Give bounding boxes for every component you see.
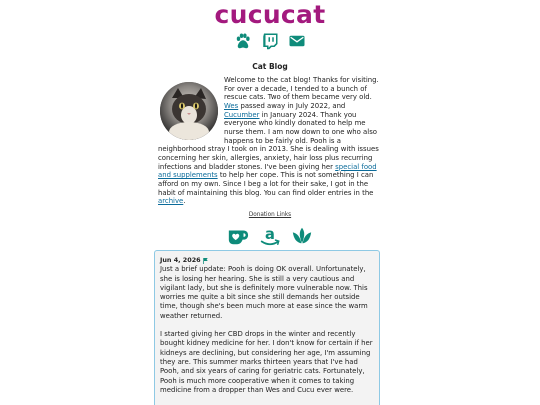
svg-text:a: a <box>265 225 275 243</box>
wes-link[interactable]: Wes <box>224 101 239 110</box>
paw-icon[interactable] <box>234 32 252 50</box>
donation-links-label[interactable]: Donation Links <box>248 212 292 218</box>
cat-avatar <box>160 82 218 140</box>
intro-text <box>158 76 382 206</box>
post-date-row <box>160 256 374 265</box>
donation-links <box>0 225 540 247</box>
intro-text-2: passed away in July 2022, and <box>238 101 346 110</box>
special-food-link[interactable]: special food and supplements <box>158 162 377 180</box>
post-date: Jun 4, 2026 <box>160 256 201 264</box>
cucumber-link[interactable]: Cucumber <box>224 110 260 119</box>
kofi-cup-icon[interactable] <box>227 225 249 247</box>
crown-leaf-icon[interactable] <box>291 225 313 247</box>
site-title-link[interactable]: cucucat <box>214 0 326 29</box>
archive-link[interactable]: archive <box>158 197 184 206</box>
twitch-icon[interactable] <box>261 32 279 50</box>
intro-text-3: in January 2024. Thank you everyone who kindly donated to help me nurse them. I am now down to one who also happens to be fairly old. Pooh is a neighborhood stray I took on in 2013. She is dealing with issues concerning her skin, allergies, anxiety, hair loss plus recurring infections and bladder stones. I've been giving her <box>158 110 379 171</box>
intro-text-1: Welcome to the cat blog! Thanks for visiting. For over a decade, I tended to a bunch of rescue cats. Two of them became very old. <box>224 76 379 102</box>
cat-photo-icon <box>160 82 218 140</box>
permalink-flag-icon[interactable] <box>203 258 208 264</box>
intro-text-5: . <box>183 197 186 206</box>
blog-post <box>154 250 380 405</box>
post-paragraph: I started giving her CBD drops in the winter and recently bought kidney medicine for her. I don't know for certain if her kidneys are declining, but considering her age, I'm assuming they are. This summer marks thirteen years that I've had Pooh, and six years of caring for geriatric cats. Fortunately, Pooh is much more cooperative when it comes to taking medicine from a dropper than Wes and Cucu ever were. <box>160 330 373 394</box>
intro-text-4: to help her cope. This is not something I can afford on my own. Since I beg a lot for their sake, I got in the habit of maintaining this blog. You can find older entries in the <box>158 171 374 197</box>
social-links <box>0 32 540 50</box>
amazon-icon[interactable] <box>259 225 281 247</box>
email-icon[interactable] <box>288 32 306 50</box>
post-paragraph: Just a brief update: Pooh is doing OK overall. Unfortunately, she is losing her hearing. She is still a very cautious and vigilant lady, but she is definitely more vulnerable now. This worries me quite a bit since she still demands her outside time, though she's been much more at ease since the warm weather returned. <box>160 265 368 320</box>
blog-heading: Cat Blog <box>252 62 288 71</box>
